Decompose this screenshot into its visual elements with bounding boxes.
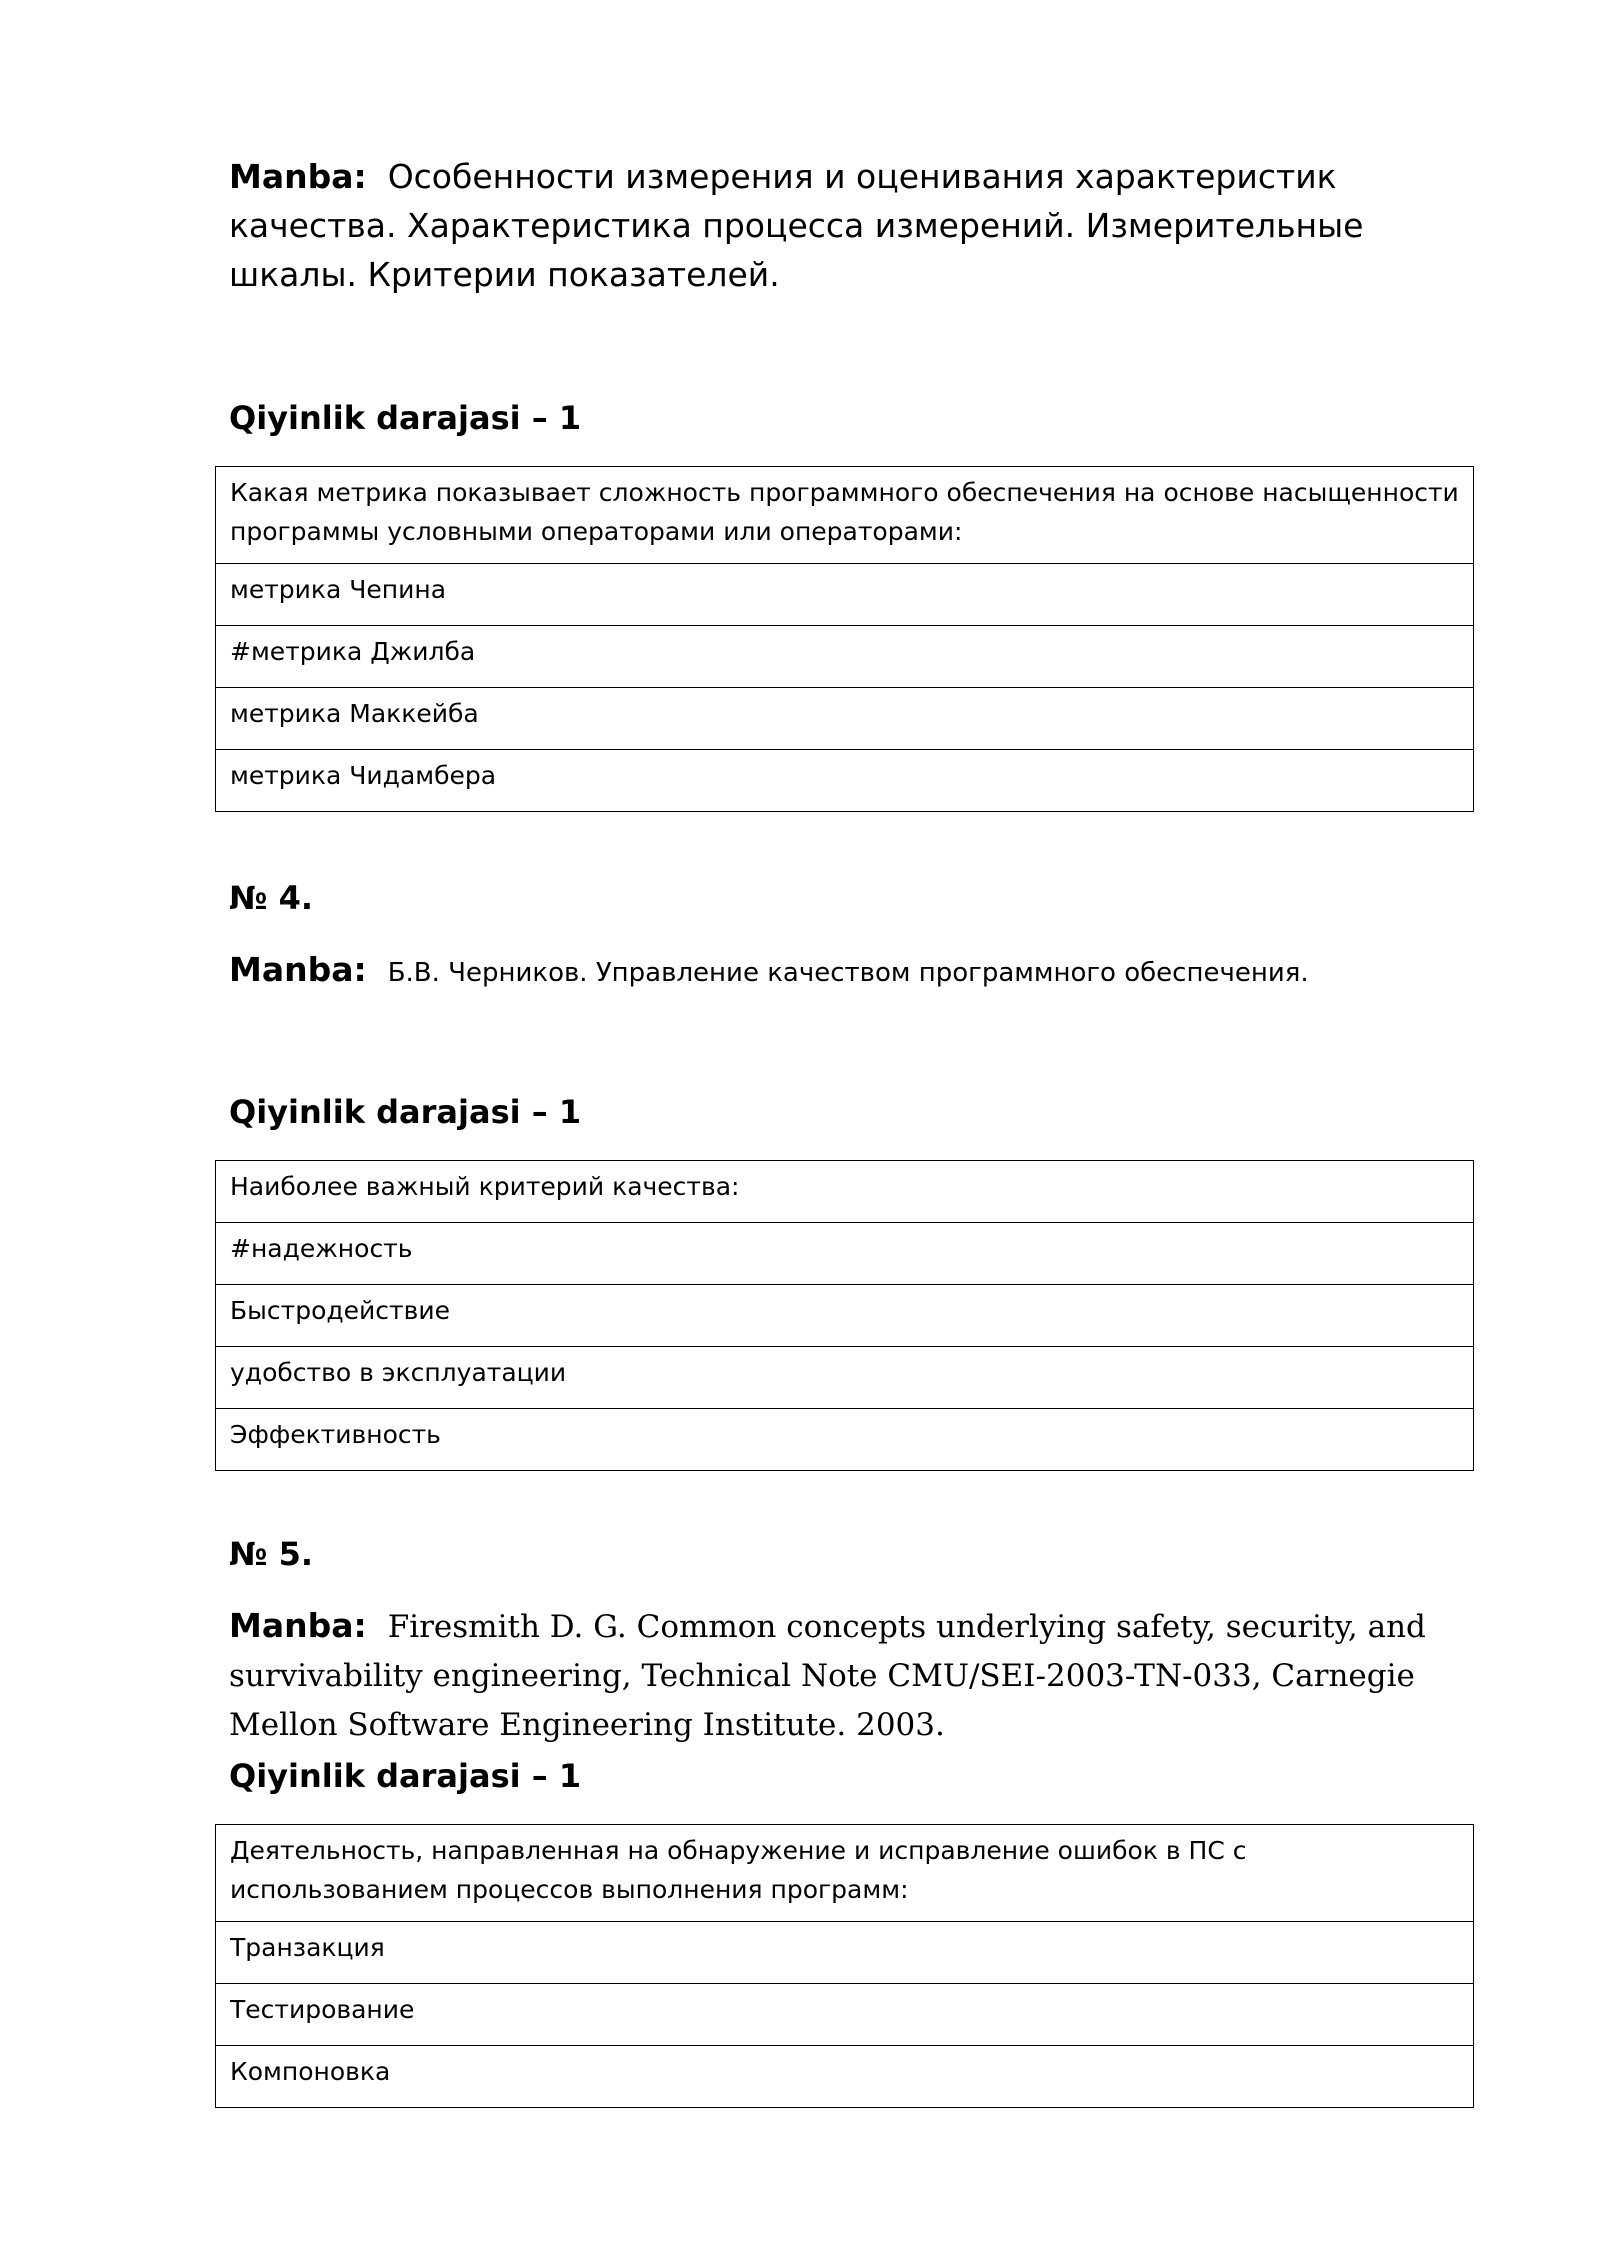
answer-option: #метрика Джилба [216,626,1474,688]
source-text: Б.В. Черников. Управление качеством программного обеспечения. [387,958,1309,988]
answer-option: метрика Чидамбера [216,750,1474,812]
answer-option: Эффективность [216,1409,1474,1471]
question-table [215,466,1474,812]
answer-option: удобство в эксплуатации [216,1347,1474,1409]
answer-option: Быстродействие [216,1285,1474,1347]
question-text: Какая метрика показывает сложность программного обеспечения на основе насыщенности программы условными операторами или операторами: [216,467,1474,564]
answer-option: метрика Маккейба [216,688,1474,750]
question-table [215,1160,1474,1471]
difficulty-heading: Qiyinlik darajasi – 1 [229,399,582,437]
answer-option: #надежность [216,1223,1474,1285]
source-label: Manba: [229,950,367,989]
source-label: Manba: [229,1606,367,1645]
question-text: Наиболее важный критерий качества: [216,1161,1474,1223]
answer-option: Тестирование [216,1984,1474,2046]
source-paragraph [229,1601,1479,1748]
source-paragraph [229,945,1479,998]
question-text: Деятельность, направленная на обнаружение и исправление ошибок в ПС с использованием процессов выполнения программ: [216,1825,1474,1922]
difficulty-heading: Qiyinlik darajasi – 1 [229,1093,582,1131]
question-number: № 4. [229,879,314,917]
question-number: № 5. [229,1535,314,1573]
answer-option: Транзакция [216,1922,1474,1984]
source-label: Manba: [229,157,367,196]
source-text: Firesmith D. G. Common concepts underlying safety, security, and survivability engineering, Technical Note CMU/SEI-2003-TN-033, Carnegie Mellon Software Engineering Institute. 2003. [229,1609,1426,1743]
question-table [215,1824,1474,2108]
source-paragraph [229,152,1479,299]
answer-option: метрика Чепина [216,564,1474,626]
source-text: Особенности измерения и оценивания характеристик качества. Характеристика процесса измерений. Измерительные шкалы. Критерии показателей. [229,157,1364,294]
answer-option: Компоновка [216,2046,1474,2108]
difficulty-heading: Qiyinlik darajasi – 1 [229,1757,582,1795]
